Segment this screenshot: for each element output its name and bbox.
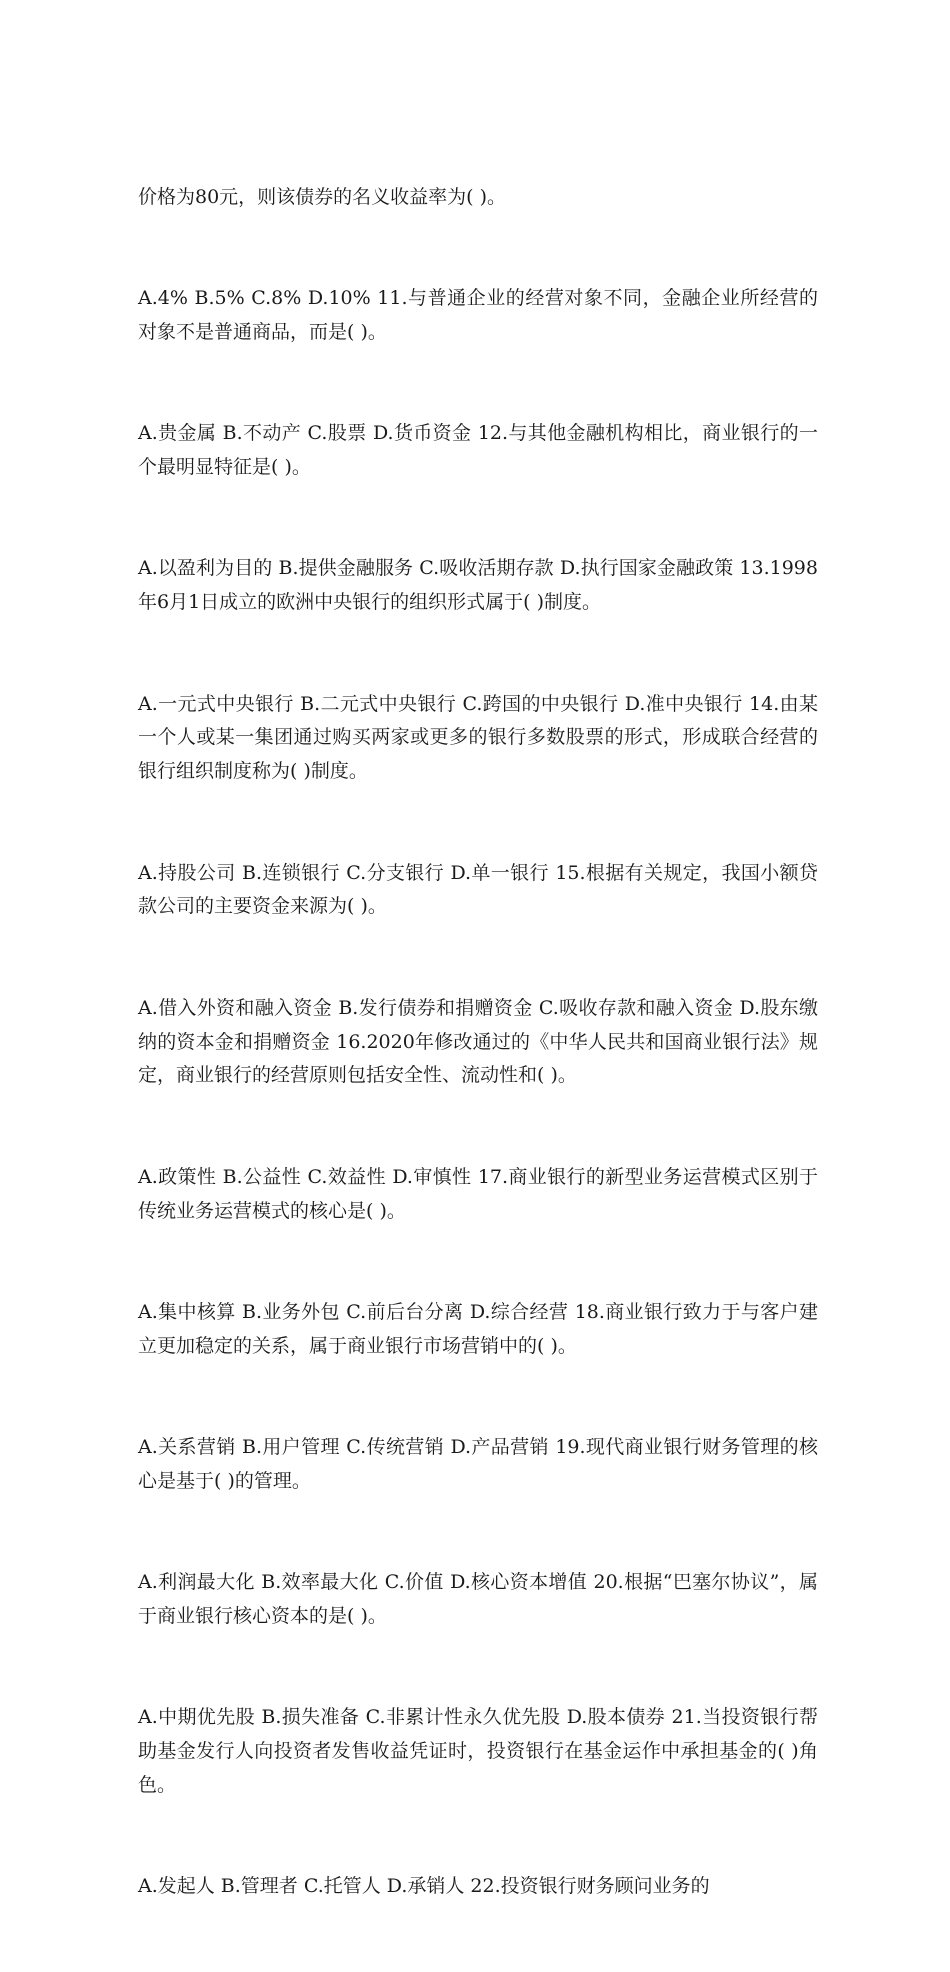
paragraph-5: A.一元式中央银行 B.二元式中央银行 C.跨国的中央银行 D.准中央银行 14.由某一个人或某一集团通过购买两家或更多的银行多数股票的形式，形成联合经营的银行组织制度称为( )制度。	[138, 692, 818, 783]
paragraph-1: 价格为80元，则该债券的名义收益率为( )。	[138, 185, 507, 208]
paragraph-11: A.利润最大化 B.效率最大化 C.价值 D.核心资本增值 20.根据“巴塞尔协议”，属于商业银行核心资本的是( )。	[138, 1571, 818, 1628]
paragraph-7: A.借入外资和融入资金 B.发行债券和捐赠资金 C.吸收存款和融入资金 D.股东缴纳的资本金和捐赠资金 16.2020年修改通过的《中华人民共和国商业银行法》规定，商业银行的经营原则包括安全性、流动性和( )。	[138, 996, 818, 1087]
paragraph-9: A.集中核算 B.业务外包 C.前后台分离 D.综合经营 18.商业银行致力于与客户建立更加稳定的关系，属于商业银行市场营销中的( )。	[138, 1300, 818, 1357]
paragraph-12: A.中期优先股 B.损失准备 C.非累计性永久优先股 D.股本债券 21.当投资银行帮助基金发行人向投资者发售收益凭证时，投资银行在基金运作中承担基金的( )角色。	[138, 1706, 818, 1797]
paragraph-2: A.4% B.5% C.8% D.10% 11.与普通企业的经营对象不同，金融企业所经营的对象不是普通商品，而是( )。	[138, 286, 818, 343]
document-body	[138, 113, 818, 1972]
paragraph-3: A.贵金属 B.不动产 C.股票 D.货币资金 12.与其他金融机构相比，商业银行的一个最明显特征是( )。	[138, 422, 818, 478]
paragraph-13: A.发起人 B.管理者 C.托管人 D.承销人 22.投资银行财务顾问业务的	[138, 1875, 710, 1898]
paragraph-8: A.政策性 B.公益性 C.效益性 D.审慎性 17.商业银行的新型业务运营模式区别于传统业务运营模式的核心是( )。	[138, 1165, 818, 1222]
paragraph-10: A.关系营销 B.用户管理 C.传统营销 D.产品营销 19.现代商业银行财务管理的核心是基于( )的管理。	[138, 1436, 818, 1492]
paragraph-6: A.持股公司 B.连锁银行 C.分支银行 D.单一银行 15.根据有关规定，我国小额贷款公司的主要资金来源为( )。	[138, 861, 818, 918]
paragraph-4: A.以盈利为目的 B.提供金融服务 C.吸收活期存款 D.执行国家金融政策 13.1998年6月1日成立的欧洲中央银行的组织形式属于( )制度。	[138, 557, 818, 614]
